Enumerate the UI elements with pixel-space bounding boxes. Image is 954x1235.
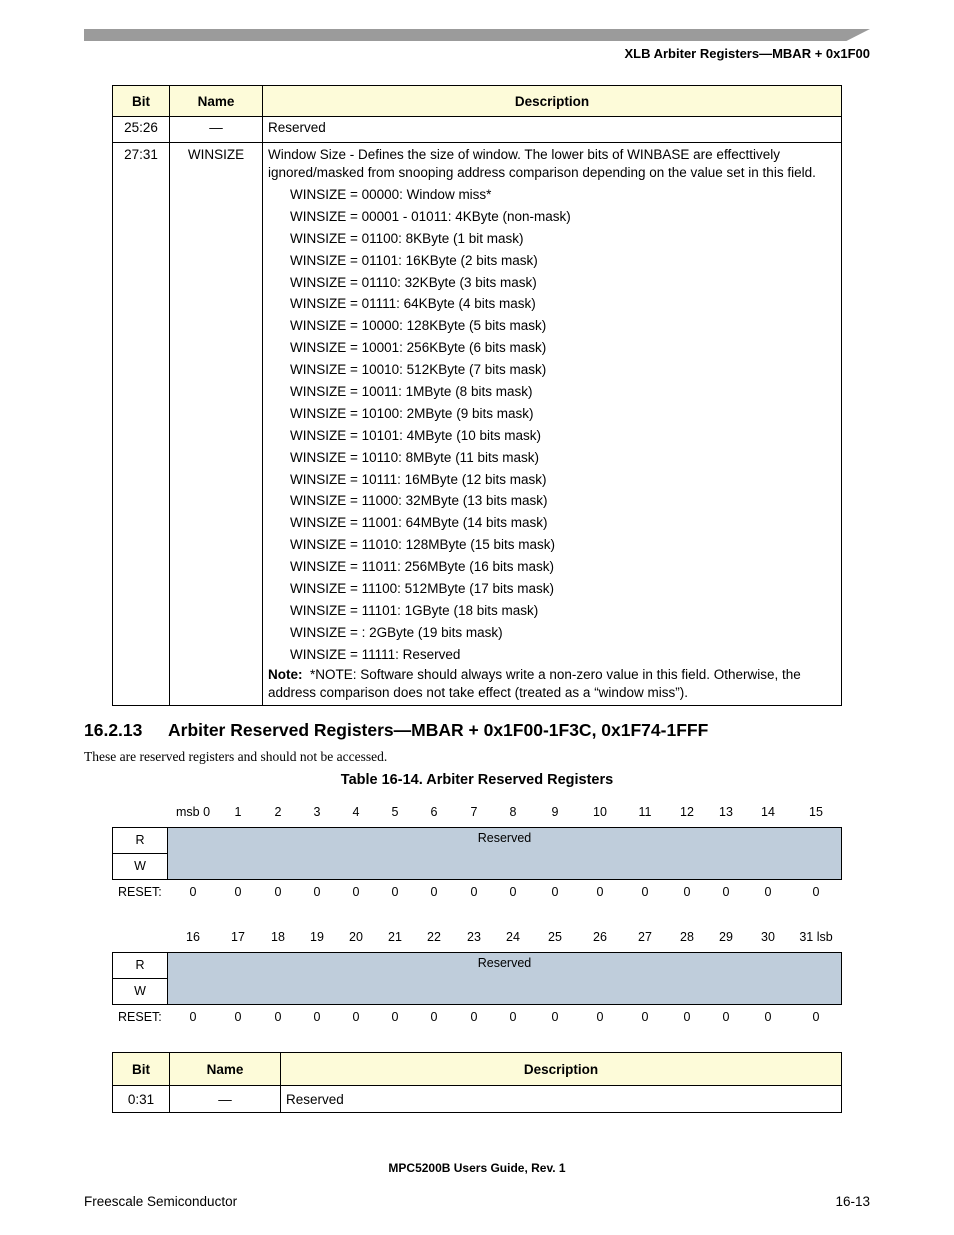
reserved-field [167,827,842,880]
reset-value: 0 [551,1010,559,1024]
reset-value: 0 [313,1010,321,1024]
bit-number: 31 lsb [799,930,833,944]
bit-number: 27 [638,930,652,944]
reset-label: RESET: [118,1010,162,1024]
section-title: Arbiter Reserved Registers—MBAR + 0x1F00-1F3C, 0x1F74-1FFF [168,720,709,740]
bit-number: 23 [467,930,481,944]
reset-value: 0 [812,885,820,899]
read-label: R [112,952,168,979]
cell-description: Reserved [281,1086,842,1113]
note [268,666,836,702]
header-bar [84,29,870,41]
winsize-value-item: WINSIZE = 10011: 1MByte (8 bits mask) [290,384,533,400]
note-text: *NOTE: Software should always write a non-zero value in this field. Otherwise, the address comparison does not take effect (treated as a “window miss”). [268,666,801,700]
reset-value: 0 [234,885,242,899]
reset-value: 0 [470,1010,478,1024]
winsize-value-item: WINSIZE = 11000: 32MByte (13 bits mask) [290,493,548,509]
winsize-value-item: WINSIZE = 11001: 64MByte (14 bits mask) [290,515,548,531]
table-title: Table 16-14. Arbiter Reserved Registers [340,772,614,788]
reset-value: 0 [189,885,197,899]
bit-number: 2 [274,805,282,819]
reset-value: 0 [722,1010,730,1024]
winsize-value-item: WINSIZE = 01110: 32KByte (3 bits mask) [290,274,537,290]
bit-number: 6 [430,805,438,819]
col-header-description: Description [281,1053,842,1086]
reset-value: 0 [430,1010,438,1024]
bit-number: 21 [388,930,402,944]
section-body: These are reserved registers and should not be accessed. [84,749,388,764]
reset-value: 0 [189,1010,197,1024]
reset-value: 0 [274,885,282,899]
reset-row-lower [112,1010,842,1026]
col-header-bit: Bit [113,1053,170,1086]
reset-value: 0 [509,1010,517,1024]
bit-number: 26 [593,930,607,944]
bit-number: 16 [186,930,200,944]
bit-number: 17 [231,930,245,944]
bit-number: 20 [349,930,363,944]
reset-value: 0 [596,1010,604,1024]
reset-value: 0 [352,885,360,899]
bit-number: msb 0 [175,805,211,819]
reset-value: 0 [683,885,691,899]
cell-bit: 0:31 [113,1086,170,1113]
bit-number: 22 [427,930,441,944]
bit-number: 3 [313,805,321,819]
winsize-value-item: WINSIZE = 10001: 256KByte (6 bits mask) [290,340,547,356]
winsize-values-list [290,184,836,666]
col-header-description: Description [263,86,842,117]
note-label: Note: [268,666,303,682]
reset-value: 0 [430,885,438,899]
reset-value: 0 [641,1010,649,1024]
register-map-lower [112,930,842,1030]
bit-number: 28 [680,930,694,944]
footer-page-number: 16-13 [835,1194,870,1209]
bit-number: 5 [391,805,399,819]
winsize-value-item: WINSIZE = 00000: Window miss* [290,187,492,202]
cell-name: — [170,1086,281,1113]
running-head: XLB Arbiter Registers—MBAR + 0x1F00 [624,46,870,61]
bit-numbers-upper [112,805,842,821]
register-field-table [112,1052,842,1113]
reset-value: 0 [391,885,399,899]
reset-label: RESET: [118,885,162,899]
write-label: W [112,853,168,880]
bit-number: 24 [506,930,520,944]
reset-value: 0 [274,1010,282,1024]
reset-value: 0 [764,1010,772,1024]
winsize-value-item: WINSIZE = 10101: 4MByte (10 bits mask) [290,427,541,443]
bit-number: 11 [638,805,652,819]
bit-number: 8 [509,805,517,819]
winsize-value-item: WINSIZE = 10100: 2MByte (9 bits mask) [290,405,534,421]
col-header-name: Name [170,1053,281,1086]
reset-row-upper [112,885,842,901]
bit-number: 1 [234,805,242,819]
reserved-label: Reserved [477,831,532,845]
winsize-value-item: WINSIZE = 11010: 128MByte (15 bits mask) [290,537,555,553]
winsize-value-item: WINSIZE = 10010: 512KByte (7 bits mask) [290,362,547,378]
reserved-label: Reserved [477,956,532,970]
bit-number: 29 [719,930,733,944]
winsize-value-item: WINSIZE = 01101: 16KByte (2 bits mask) [290,252,538,268]
winsize-value-item: WINSIZE = 11101: 1GByte (18 bits mask) [290,602,539,618]
reset-value: 0 [470,885,478,899]
section-heading [84,720,708,741]
bit-number: 10 [593,805,607,819]
reset-value: 0 [683,1010,691,1024]
cell-description: Reserved [263,117,842,143]
bit-number: 13 [719,805,733,819]
winsize-intro: Window Size - Defines the size of window. The lower bits of WINBASE are effecttively ignored/masked from snooping address comparison depending on the value set in this field. [268,147,816,180]
winsize-value-item: WINSIZE = 11011: 256MByte (16 bits mask) [290,559,554,575]
reset-value: 0 [812,1010,820,1024]
reset-value: 0 [641,885,649,899]
winsize-value-item: WINSIZE = 10000: 128KByte (5 bits mask) [290,318,547,334]
reset-value: 0 [352,1010,360,1024]
col-header-bit: Bit [113,86,170,117]
footer-company: Freescale Semiconductor [84,1194,238,1209]
winsize-value-item: WINSIZE = 01111: 64KByte (4 bits mask) [290,296,536,312]
reset-value: 0 [313,885,321,899]
reset-value: 0 [764,885,772,899]
winsize-value-item: WINSIZE = 10110: 8MByte (11 bits mask) [290,449,539,465]
section-number: 16.2.13 [84,720,143,740]
winsize-value-item: WINSIZE = 00001 - 01011: 4KByte (non-mask) [290,208,571,224]
reset-value: 0 [234,1010,242,1024]
field-description-table [112,85,842,706]
register-box-lower [112,952,842,1005]
bit-number: 12 [680,805,694,819]
bit-number: 30 [761,930,775,944]
bit-number: 25 [548,930,562,944]
reset-value: 0 [551,885,559,899]
bit-number: 19 [310,930,324,944]
winsize-value-item: WINSIZE = 01100: 8KByte (1 bit mask) [290,230,524,246]
register-box-upper [112,827,842,880]
table-row [113,117,842,143]
winsize-value-item: WINSIZE = 10111: 16MByte (12 bits mask) [290,471,547,487]
table-row [113,143,842,706]
cell-description [263,143,842,706]
winsize-value-item: WINSIZE = 11111: Reserved [290,646,461,662]
reset-value: 0 [391,1010,399,1024]
winsize-value-item: WINSIZE = 11100: 512MByte (17 bits mask) [290,581,554,597]
register-map-upper [112,805,842,905]
write-label: W [112,978,168,1005]
reset-value: 0 [509,885,517,899]
bit-number: 4 [352,805,360,819]
bit-number: 7 [470,805,478,819]
winsize-value-item: WINSIZE = : 2GByte (19 bits mask) [290,624,503,640]
reserved-field [167,952,842,1005]
reset-value: 0 [596,885,604,899]
bit-number: 14 [761,805,775,819]
bit-number: 15 [809,805,823,819]
cell-name: WINSIZE [170,143,263,706]
read-label: R [112,827,168,854]
table-row [113,1086,842,1113]
bit-number: 9 [551,805,559,819]
reset-value: 0 [722,885,730,899]
footer-doc-title: MPC5200B Users Guide, Rev. 1 [388,1161,566,1175]
cell-bit: 25:26 [113,117,170,143]
col-header-name: Name [170,86,263,117]
bit-number: 18 [271,930,285,944]
bit-numbers-lower [112,930,842,946]
cell-name: — [170,117,263,143]
cell-bit: 27:31 [113,143,170,706]
